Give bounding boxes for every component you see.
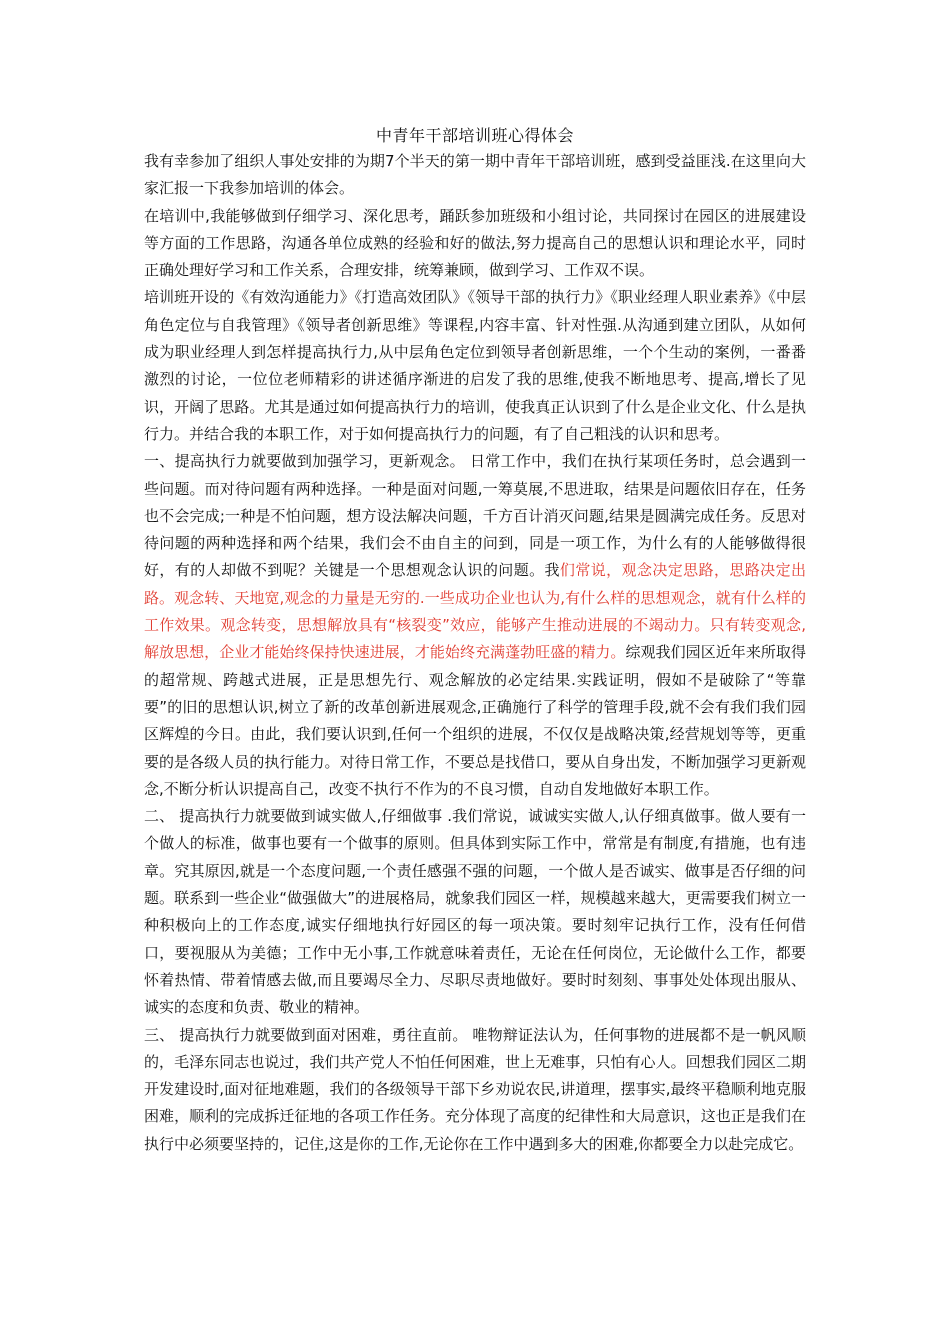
section-one-text-before: 一、提高执行力就要做到加强学习，更新观念。 日常工作中，我们在执行某项任务时，总会遇到一些问题。而对待问题有两种选择。一种是面对问题,一筹莫展,不思进取，结果是问题依旧存在，任务也不会完成;一种是不怕问题，想方设法解决问题，千方百计消灭问题,结果是圆满完成任务。反思对待问题的两种选择和两个结果，我们会不由自主的问到，同是一项工作，为什么有的人能够做得很好，有的人却做不到呢？关键是一个思想观念认识的问题。我 [144,452,806,580]
section-one-text-after: 综观我们园区近年来所取得的超常规、跨越式进展，正是思想先行、观念解放的必定结果.实践证明，假如不是破除了“等靠要”的旧的思想认识,树立了新的改革创新进展观念,正确施行了科学的管理手段,就不会有我们我们园区辉煌的今日。由此，我们要认识到,任何一个组织的进展，不仅仅是战略决策,经营规划等等，更重要的是各级人员的执行能力。对待日常工作，不要总是找借口，要从自身出发，不断加强学习更新观念,不断分析认识提高自己，改变不执行不作为的不良习惯，自动自发地做好本职工作。 [144,643,806,798]
document-body [144,148,806,1158]
paragraph-section-three: 三、 提高执行力就要做到面对困难，勇往直前。 唯物辩证法认为，任何事物的进展都不是一帆风顺的，毛泽东同志也说过，我们共产党人不怕任何困难，世上无难事，只怕有心人。回想我们园区二期开发建设时,面对征地难题，我们的各级领导干部下乡劝说农民,讲道理，摆事实,最终平稳顺利地克服困难，顺利的完成拆迁征地的各项工作任务。充分体现了高度的纪律性和大局意识，这也正是我们在执行中必须要坚持的，记住,这是你的工作,无论你在工作中遇到多大的困难,你都要全力以赴完成它。 [144,1025,806,1153]
paragraph-section-one [144,448,806,803]
paragraph-training: 在培训中,我能够做到仔细学习、深化思考，踊跃参加班级和小组讨论，共同探讨在园区的进展建设等方面的工作思路，沟通各单位成熟的经验和好的做法,努力提高自己的思想认识和理论水平，同时正确处理好学习和工作关系，合理安排，统筹兼顾，做到学习、工作双不误。 [144,206,806,280]
paragraph-intro: 我有幸参加了组织人事处安排的为期7个半天的第一期中青年干部培训班，感到受益匪浅.在这里向大家汇报一下我参加培训的体会。 [144,152,806,198]
paragraph-section-two: 二、 提高执行力就要做到诚实做人,仔细做事 .我们常说，诚诚实实做人,认仔细真做事。做人要有一个做人的标准，做事也要有一个做事的原则。但具体到实际工作中，常常是有制度,有措施，也有违章。究其原因,就是一个态度问题,一个责任感强不强的问题，一个做人是否诚实、做事是否仔细的问题。联系到一些企业“做强做大”的进展格局，就象我们园区一样，规模越来越大，更需要我们树立一种积极向上的工作态度,诚实仔细地执行好园区的每一项决策。要时刻牢记执行工作，没有任何借口，要视服从为美德；工作中无小事,工作就意味着责任，无论在任何岗位，无论做什么工作，都要怀着热情、带着情感去做,而且要竭尽全力、尽职尽责地做好。要时时刻刻、事事处处体现出服从、诚实的态度和负责、敬业的精神。 [144,807,806,1017]
document-title: 中青年干部培训班心得体会 [375,126,574,145]
section-one-highlight: 们常说，观念决定思路，思路决定出路。观念转、天地宽,观念的力量是无穷的.一些成功企业也认为,有什么样的思想观念，就有什么样的工作效果。观念转变，思想解放具有“核裂变”效应，能够产生推动进展的不竭动力。只有转变观念,解放思想，企业才能始终保持快速进展，才能始终充满蓬勃旺盛的精力。 [144,561,806,662]
paragraph-courses: 培训班开设的《有效沟通能力》《打造高效团队》《领导干部的执行力》《职业经理人职业素养》《中层角色定位与自我管理》《领导者创新思维》等课程,内容丰富、针对性强.从沟通到建立团队，从如何成为职业经理人到怎样提高执行力,从中层角色定位到领导者创新思维，一个个生动的案例，一番番激烈的讨论，一位位老师精彩的讲述循序渐进的启发了我的思维,使我不断地思考、提高,增长了见识，开阔了思路。尤其是通过如何提高执行力的培训，使我真正认识到了什么是企业文化、什么是执行力。并结合我的本职工作，对于如何提高执行力的问题，有了自己粗浅的认识和思考。 [144,288,806,443]
